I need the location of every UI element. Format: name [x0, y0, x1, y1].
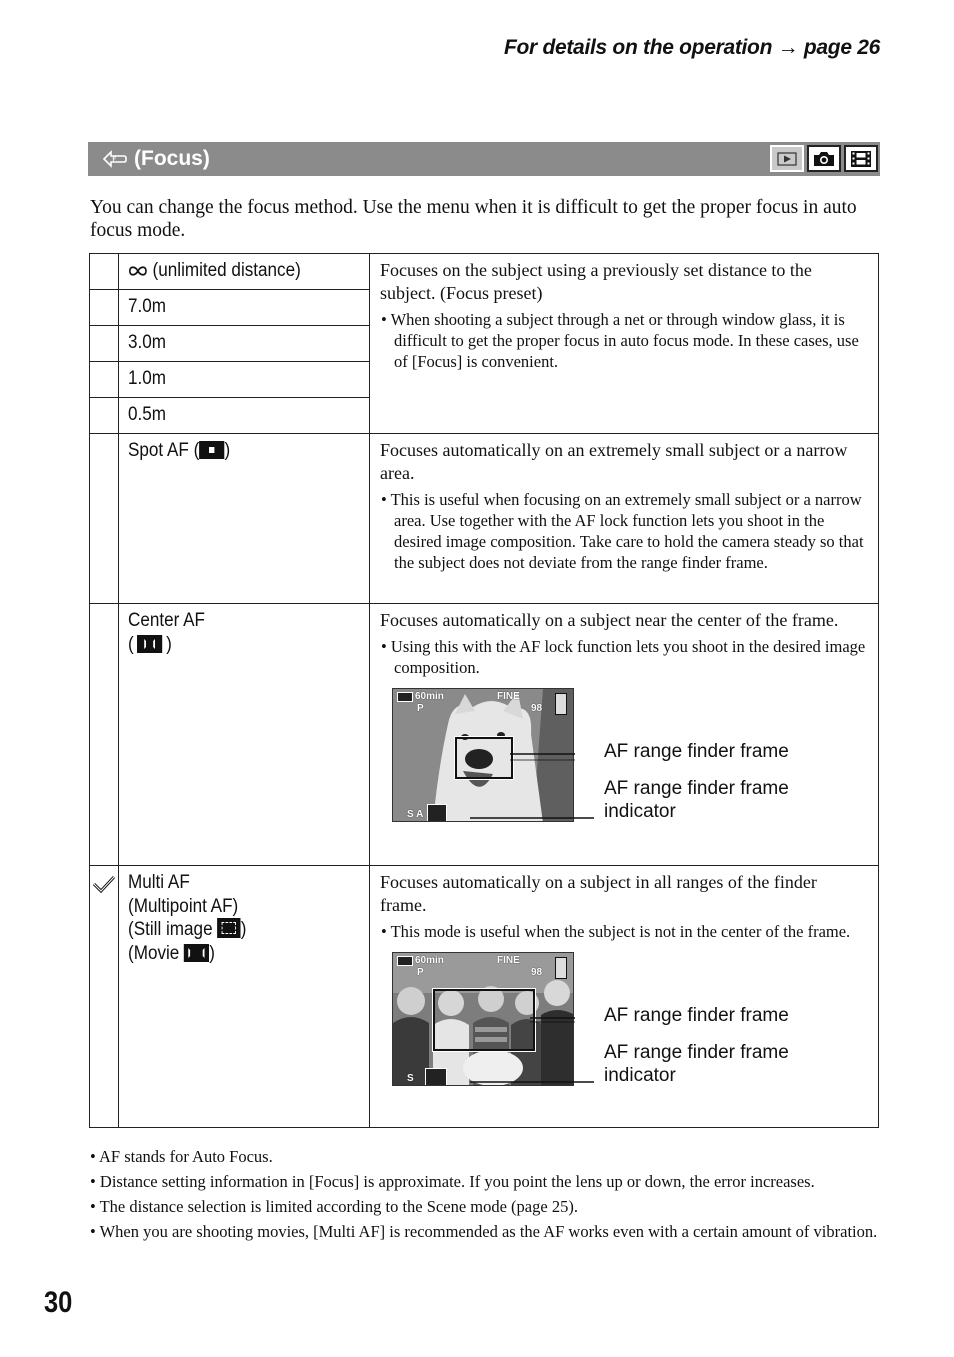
list-item: • When you are shooting movies, [Multi AF] is recommended as the AF works even with a certain amount of vibration.	[90, 1222, 878, 1241]
multi-description: Focuses automatically on a subject in all ranges of the finder frame.	[380, 872, 817, 915]
multi-af-illustration	[370, 952, 878, 1096]
multi-bullet: • This mode is useful when the subject is not in the center of the frame.	[381, 922, 851, 941]
mode-icons	[770, 145, 878, 172]
description-cell	[370, 254, 879, 434]
option-cell	[119, 254, 370, 290]
callout-af-indicator: AF range finder frame indicator	[604, 778, 789, 822]
spot-bullet: • This is useful when focusing on an extremely small subject or a narrow area. Use together with the AF lock function lets you shoot in the desired image composition. Take care to hold the camera steady so that the subject does not deviate from the range finder frame.	[381, 490, 864, 572]
list-item: • The distance selection is limited according to the Scene mode (page 25).	[90, 1197, 578, 1216]
section-title	[102, 147, 210, 171]
section-title-text: (Focus)	[134, 147, 210, 170]
spot-af-icon	[199, 441, 224, 459]
table-row	[90, 866, 879, 1128]
option-unlimited: (unlimited distance)	[119, 254, 344, 283]
option-7m: 7.0m	[128, 296, 167, 317]
svg-text:F: F	[112, 157, 117, 163]
page-number: 30	[44, 1286, 73, 1319]
option-spot-af: Spot AF ( )	[128, 440, 231, 461]
preset-bullet: • When shooting a subject through a net or through window glass, it is difficult to get the proper focus in auto focus mode. In these cases, use of [Focus] is convenient.	[381, 310, 859, 371]
af-indicator-icon	[425, 1068, 447, 1086]
battery-icon	[397, 956, 413, 966]
still-camera-mode-icon	[807, 145, 841, 172]
check-cell	[90, 254, 119, 290]
lcd-screen-multi: 60min P FINE 98 S	[392, 952, 574, 1086]
notes-list	[90, 1146, 880, 1246]
option-center-af: Center AF ( )	[128, 610, 205, 655]
spot-description: Focuses automatically on an extremely small subject or a narrow area.	[380, 440, 848, 483]
list-item: • AF stands for Auto Focus.	[90, 1147, 273, 1166]
table-row	[90, 434, 879, 604]
callout-af-frame: AF range finder frame	[604, 741, 789, 762]
center-af-icon	[137, 635, 162, 653]
playback-mode-icon	[770, 145, 804, 172]
multi-af-still-icon	[217, 918, 240, 938]
callout-af-frame: AF range finder frame	[604, 1005, 789, 1026]
multi-af-movie-icon	[184, 944, 209, 962]
battery-icon	[397, 692, 413, 702]
option-05m: 0.5m	[128, 404, 167, 425]
table-row	[90, 604, 879, 866]
focus-icon	[102, 149, 128, 169]
option-3m: 3.0m	[128, 332, 167, 353]
focus-options-table	[89, 253, 879, 1128]
default-checkmark-icon	[92, 874, 116, 894]
lcd-screen-center: 60min P FINE 98 S A	[392, 688, 574, 822]
center-description: Focuses automatically on a subject near the center of the frame.	[380, 610, 839, 630]
option-1m: 1.0m	[128, 368, 167, 389]
intro-paragraph: You can change the focus method. Use the menu when it is difficult to get the proper focus in auto focus mode.	[90, 197, 857, 241]
section-header-bar	[88, 142, 880, 176]
af-indicator-icon	[427, 804, 447, 822]
list-item: • Distance setting information in [Focus] is approximate. If you point the lens up or down, the error increases.	[90, 1172, 815, 1191]
table-row	[90, 254, 879, 290]
option-multi-af: Multi AF (Multipoint AF) (Still image ) (Movie )	[128, 872, 247, 964]
center-af-illustration	[370, 688, 878, 832]
infinity-icon	[128, 265, 148, 277]
preset-description: Focuses on the subject using a previously set distance to the subject. (Focus preset)	[380, 260, 812, 303]
movie-mode-icon	[844, 145, 878, 172]
center-bullet: • Using this with the AF lock function lets you shoot in the desired image composition.	[381, 637, 866, 677]
callout-af-indicator: AF range finder frame indicator	[604, 1042, 789, 1086]
page-reference: For details on the operation → page 26	[504, 36, 880, 59]
